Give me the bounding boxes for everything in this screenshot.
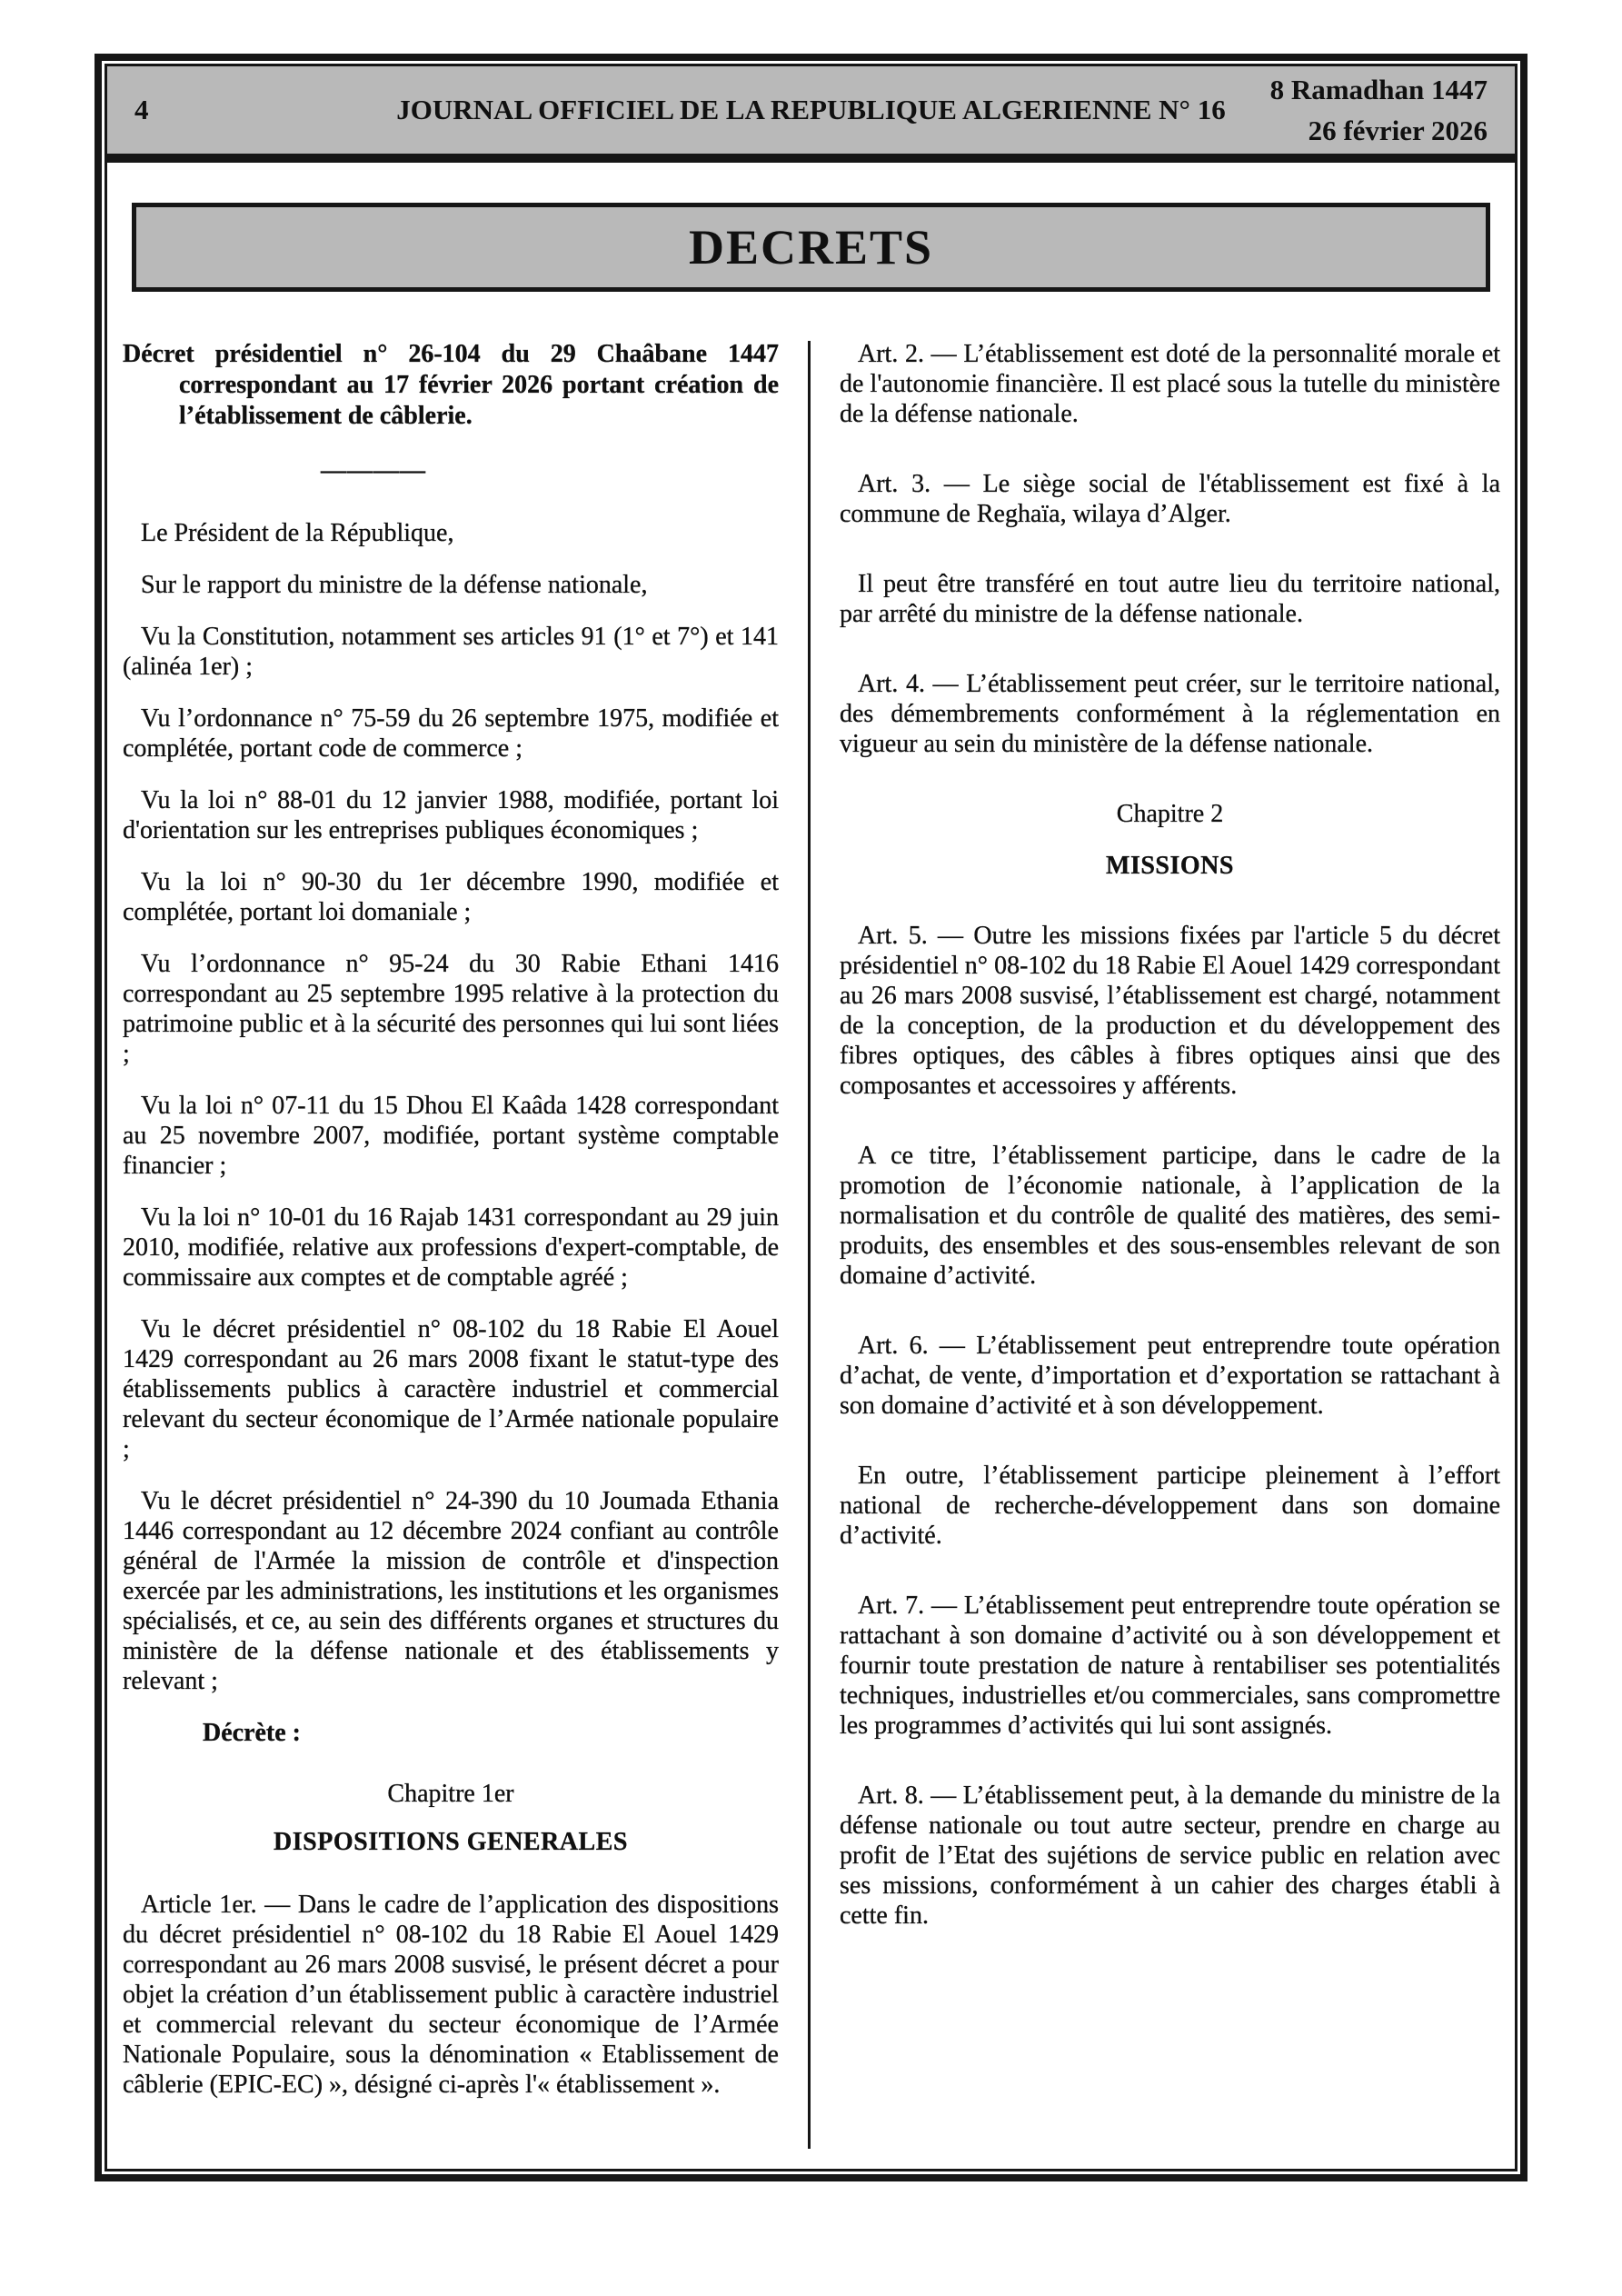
section-banner bbox=[132, 203, 1490, 292]
paragraph: Art. 5. — Outre les missions fixées par l'article 5 du décret présidentiel n° 08-102 du 18 Rabie El Aouel 1429 correspondant au 26 mars 2008 susvisé, l’établissement est chargé, notamment de la conception, de la production et du développement des fibres optiques, des câbles à fibres optiques ainsi que des composantes et accessoires y afférents. bbox=[840, 922, 1500, 1100]
chapter-heading: Chapitre 2 bbox=[1116, 800, 1224, 828]
paragraph: Vu l’ordonnance n° 75-59 du 26 septembre 1975, modifiée et complétée, portant code de commerce ; bbox=[123, 704, 779, 763]
paragraph: Sur le rapport du ministre de la défense nationale, bbox=[141, 571, 648, 599]
paragraph: Vu l’ordonnance n° 95-24 du 30 Rabie Ethani 1416 correspondant au 25 septembre 1995 relative à la protection du patrimoine public et à la sécurité des personnes qui lui sont liées ; bbox=[123, 950, 779, 1068]
paragraph: Art. 7. — L’établissement peut entreprendre toute opération se rattachant à son domaine d’activité ou à son développement et fournir toute prestation de nature à rentabiliser ses potentialités techniques, industrielles et/ou commerciales, sans compromettre les programmes d’activités qui lui sont assignés. bbox=[840, 1592, 1500, 1740]
left-column bbox=[123, 339, 779, 2121]
paragraph: Art. 6. — L’établissement peut entreprendre toute opération d’achat, de vente, d’importation et d’exportation se rattachant à son domaine d’activité et à son développement. bbox=[840, 1332, 1500, 1420]
page-header bbox=[107, 66, 1515, 163]
paragraph: En outre, l’établissement participe pleinement à l’effort national de recherche-développement dans son domaine d’activité. bbox=[840, 1462, 1500, 1550]
chapter-title: MISSIONS bbox=[1106, 852, 1234, 880]
paragraph: Art. 4. — L’établissement peut créer, sur le territoire national, des démembrements conformément à la réglementation en vigueur au sein du ministère de la défense nationale. bbox=[840, 670, 1500, 758]
page-number: 4 bbox=[134, 94, 149, 125]
paragraph: Article 1er. — Dans le cadre de l’application des dispositions du décret présidentiel n° 08-102 du 18 Rabie El Aouel 1429 correspondant au 26 mars 2008 susvisé, le présent décret a pour objet la création d’un établissement public à caractère industriel et commercial relevant du secteur économique de l’Armée Nationale Populaire, sous la dénomination « Etablissement de câblerie (EPIC-EC) », désigné ci-après l'« établissement ». bbox=[123, 1891, 779, 2099]
right-column bbox=[840, 339, 1500, 1971]
paragraph: Vu le décret présidentiel n° 08-102 du 18 Rabie El Aouel 1429 correspondant au 26 mars 2008 fixant le statut-type des établissements publics à caractère industriel et commercial relevant du secteur économique de l’Armée nationale populaire ; bbox=[123, 1315, 779, 1463]
paragraph: Vu la loi n° 88-01 du 12 janvier 1988, modifiée, portant loi d'orientation sur les entreprises publiques économiques ; bbox=[123, 786, 779, 844]
date-hijri: 8 Ramadhan 1447 bbox=[1269, 74, 1488, 105]
journal-title: JOURNAL OFFICIEL DE LA REPUBLIQUE ALGERIENNE N° 16 bbox=[396, 94, 1226, 125]
chapter-title: DISPOSITIONS GENERALES bbox=[274, 1828, 628, 1856]
paragraph: Le Président de la République, bbox=[141, 519, 454, 547]
paragraph: Vu la Constitution, notamment ses articles 91 (1° et 7°) et 141 (alinéa 1er) ; bbox=[123, 623, 779, 681]
date-gregorian: 26 février 2026 bbox=[1308, 115, 1488, 146]
page-frame bbox=[95, 54, 1527, 2181]
paragraph: Art. 3. — Le siège social de l'établissement est fixé à la commune de Reghaïa, wilaya d’Alger. bbox=[840, 470, 1500, 528]
separator-dashes: ———— bbox=[321, 456, 426, 484]
page-frame-inner bbox=[104, 64, 1518, 2171]
chapter-heading: Chapitre 1er bbox=[387, 1780, 514, 1808]
paragraph: Vu la loi n° 10-01 du 16 Rajab 1431 correspondant au 29 juin 2010, modifiée, relative aux professions d'expert-comptable, de commissaire aux comptes et de comptable agréé ; bbox=[123, 1203, 779, 1292]
paragraph: Vu la loi n° 07-11 du 15 Dhou El Kaâda 1428 correspondant au 25 novembre 2007, modifiée, portant système comptable financier ; bbox=[123, 1092, 779, 1180]
decree-title: Décret présidentiel n° 26-104 du 29 Chaâbane 1447 correspondant au 17 février 2026 portant création de l’établissement de câblerie. bbox=[123, 340, 779, 430]
column-divider bbox=[808, 341, 811, 2149]
decrete-formula: Décrète : bbox=[203, 1719, 302, 1747]
paragraph: A ce titre, l’établissement participe, dans le cadre de la promotion de l’économie nationale, à l’application de la normalisation et du contrôle de qualité des matières, des semi-produits, des ensembles et des sous-ensembles relevant de son domaine d’activité. bbox=[840, 1142, 1500, 1290]
paragraph: Il peut être transféré en tout autre lieu du territoire national, par arrêté du ministre de la défense nationale. bbox=[840, 570, 1500, 628]
section-banner-label: DECRETS bbox=[688, 220, 934, 275]
paragraph: Art. 2. — L’établissement est doté de la personnalité morale et de l'autonomie financière. Il est placé sous la tutelle du ministère de la défense nationale. bbox=[840, 340, 1500, 428]
paragraph: Vu la loi n° 90-30 du 1er décembre 1990, modifiée et complétée, portant loi domaniale ; bbox=[123, 868, 779, 926]
text-area bbox=[107, 339, 1515, 2163]
paragraph: Vu le décret présidentiel n° 24-390 du 10 Joumada Ethania 1446 correspondant au 12 décembre 2024 confiant au contrôle général de l'Armée la mission de contrôle et d'inspection exercée par les administrations, les institutions et les organismes spécialisés, et ce, au sein des différents organes et structures du ministère de la défense nationale et des établissements y relevant ; bbox=[123, 1487, 779, 1695]
paragraph: Art. 8. — L’établissement peut, à la demande du ministre de la défense nationale ou tout autre secteur, prendre en charge au profit de l’Etat des sujétions de service public en relation avec ses missions, conformément à un cahier des charges établi à cette fin. bbox=[840, 1782, 1500, 1930]
header-dates bbox=[1260, 69, 1488, 151]
